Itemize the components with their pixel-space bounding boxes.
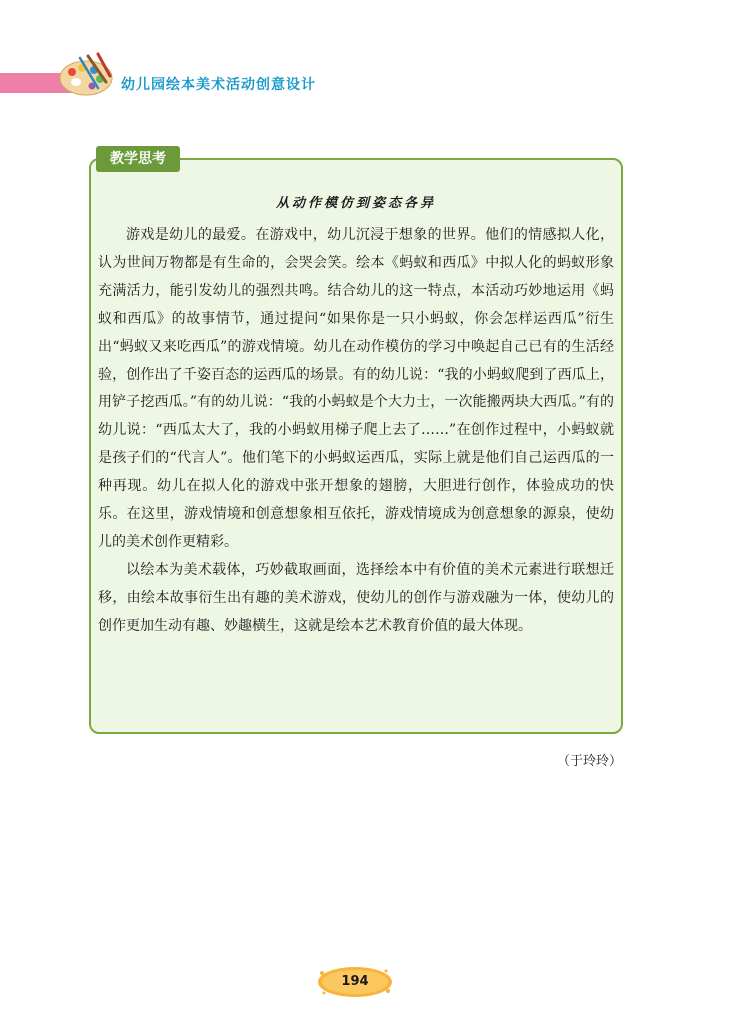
article-title: 从动作模仿到姿态各异	[275, 196, 436, 211]
page-number: 194	[341, 974, 369, 989]
section-tag-label: 教学思考	[110, 151, 166, 167]
section-tag	[96, 146, 180, 172]
paragraph: 游戏是幼儿的最爱。在游戏中，幼儿沉浸于想象的世界。他们的情感拟人化，认为世间万物都是有生命的，会哭会笑。绘本《蚂蚁和西瓜》中拟人化的蚂蚁形象充满活力，能引发幼儿的强烈共鸣。结合幼儿的这一特点，本活动巧妙地运用《蚂蚁和西瓜》的故事情节，通过提问“如果你是一只小蚂蚁，你会怎样运西瓜”衍生出“蚂蚁又来吃西瓜”的游戏情境。幼儿在动作模仿的学习中唤起自己已有的生活经验，创作出了千姿百态的运西瓜的场景。有的幼儿说：“我的小蚂蚁爬到了西瓜上，用铲子挖西瓜。”有的幼儿说：“我的小蚂蚁是个大力士，一次能搬两块大西瓜。”有的幼儿说：“西瓜太大了，我的小蚂蚁用梯子爬上去了……”在创作过程中，小蚂蚁就是孩子们的“代言人”。他们笔下的小蚂蚁运西瓜，实际上就是他们自己运西瓜的一种再现。幼儿在拟人化的游戏中张开想象的翅膀，大胆进行创作，体验成功的快乐。在这里，游戏情境和创意想象相互依托，游戏情境成为创意想象的源泉，使幼儿的美术创作更精彩。	[98, 227, 614, 550]
paragraph: 以绘本为美术载体，巧妙截取画面，选择绘本中有价值的美术元素进行联想迁移，由绘本故事衍生出有趣的美术游戏，使幼儿的创作与游戏融为一体，使幼儿的创作更加生动有趣、妙趣横生，这就是绘本艺术教育价值的最大体现。	[98, 561, 614, 634]
paint-palette-icon	[58, 52, 116, 98]
article-body	[98, 222, 614, 641]
book-title: 幼儿园绘本美术活动创意设计	[121, 77, 316, 93]
author-credit: （于玲玲）	[556, 754, 622, 769]
